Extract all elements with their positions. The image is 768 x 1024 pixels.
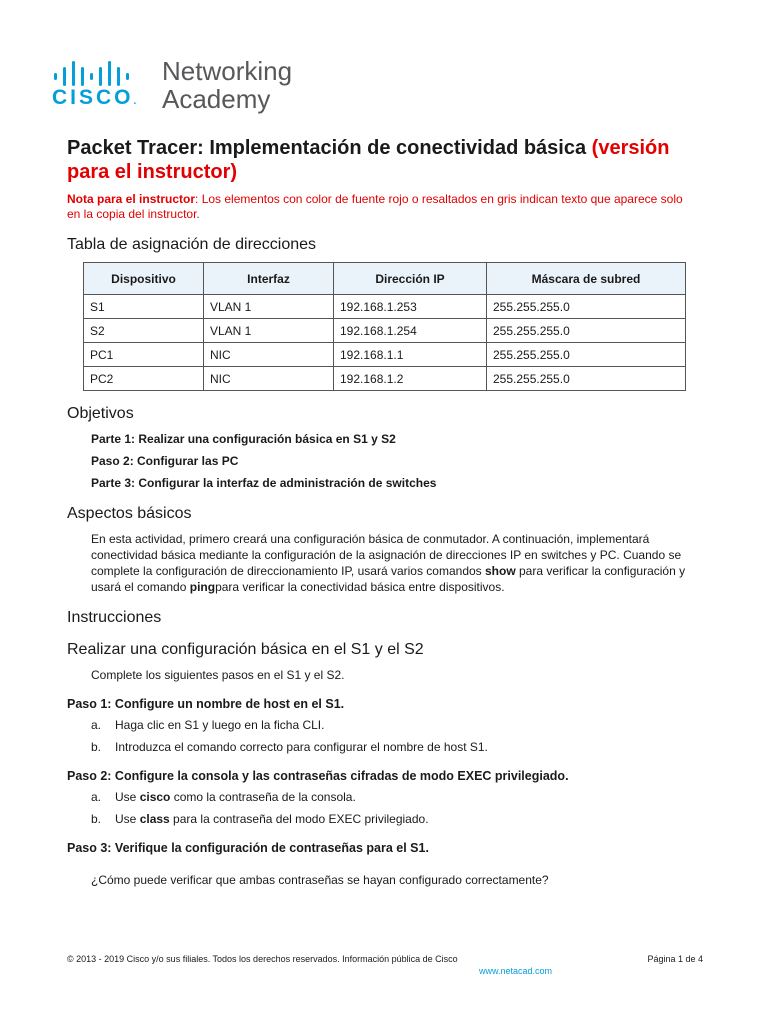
background-heading: Aspectos básicos — [67, 505, 192, 522]
list-item: a. Haga clic en S1 y luego en la ficha CLI. — [91, 718, 325, 732]
table-header-row — [84, 263, 686, 295]
step3-question: ¿Cómo puede verificar que ambas contraseñas se hayan configurado correctamente? — [91, 873, 549, 887]
logo-academy: Academy — [162, 84, 271, 114]
list-item: a. Use cisco como la contraseña de la consola. — [91, 790, 356, 804]
instructor-version-label: (versión para el instructor) — [67, 137, 670, 183]
page-footer — [67, 954, 703, 976]
background-text: En esta actividad, primero creará una configuración básica de conmutador. A continuación, implementará conectividad básica mediante la configuración de la asignación de direcciones IP en switches y PC. Cuando se complete la configuración de direccionamiento IP, usará varios comandos show para verificar la configuración y usará el comando pingpara verificar la conectividad básica entre dispositivos. — [91, 532, 686, 594]
col-mask: Máscara de subred — [487, 263, 686, 295]
footer-copyright: © 2013 - 2019 Cisco y/o sus filiales. Todos los derechos reservados. Información pública de Cisco — [67, 954, 458, 964]
table-row: PC1 NIC 192.168.1.1 255.255.255.0 — [84, 343, 686, 367]
list-item: b. Introduzca el comando correcto para configurar el nombre de host S1. — [91, 740, 488, 754]
objective-item: Parte 3: Configurar la interfaz de administración de switches — [91, 476, 437, 490]
page-title: Packet Tracer: Implementación de conectividad básica (versión para el instructor) — [67, 137, 670, 183]
objectives-heading: Objetivos — [67, 405, 134, 422]
part-heading: Realizar una configuración básica en el S1 y el S2 — [67, 641, 424, 658]
step3-title: Paso 3: Verifique la configuración de contraseñas para el S1. — [67, 841, 429, 855]
col-device: Dispositivo — [84, 263, 204, 295]
list-item: b. Use class para la contraseña del modo EXEC privilegiado. — [91, 812, 429, 826]
instructions-intro: Complete los siguientes pasos en el S1 y el S2. — [91, 668, 345, 682]
logo-networking: Networking — [162, 56, 293, 86]
cisco-wordmark: CISCO. — [52, 86, 137, 109]
col-interface: Interfaz — [204, 263, 334, 295]
table-row: PC2 NIC 192.168.1.2 255.255.255.0 — [84, 367, 686, 391]
address-table — [83, 262, 686, 391]
instructions-heading: Instrucciones — [67, 609, 162, 626]
objective-item: Paso 2: Configurar las PC — [91, 454, 239, 468]
document-body — [67, 136, 697, 887]
address-table-heading: Tabla de asignación de direcciones — [67, 236, 317, 253]
table-row: S2 VLAN 1 192.168.1.254 255.255.255.0 — [84, 319, 686, 343]
page-number: Página 1 de 4 — [647, 954, 703, 964]
footer-link[interactable]: www.netacad.com — [479, 966, 553, 976]
col-ip: Dirección IP — [334, 263, 487, 295]
instructor-note: Nota para el instructor: Los elementos con color de fuente rojo o resaltados en gris indican texto que aparece solo en la copia del instructor. — [67, 192, 683, 221]
step1-title: Paso 1: Configure un nombre de host en el S1. — [67, 697, 345, 711]
table-row: S1 VLAN 1 192.168.1.253 255.255.255.0 — [84, 295, 686, 319]
step2-title: Paso 2: Configure la consola y las contraseñas cifradas de modo EXEC privilegiado. — [67, 769, 569, 783]
objective-item: Parte 1: Realizar una configuración básica en S1 y S2 — [91, 432, 396, 446]
cisco-networking-academy-logo — [52, 56, 312, 120]
